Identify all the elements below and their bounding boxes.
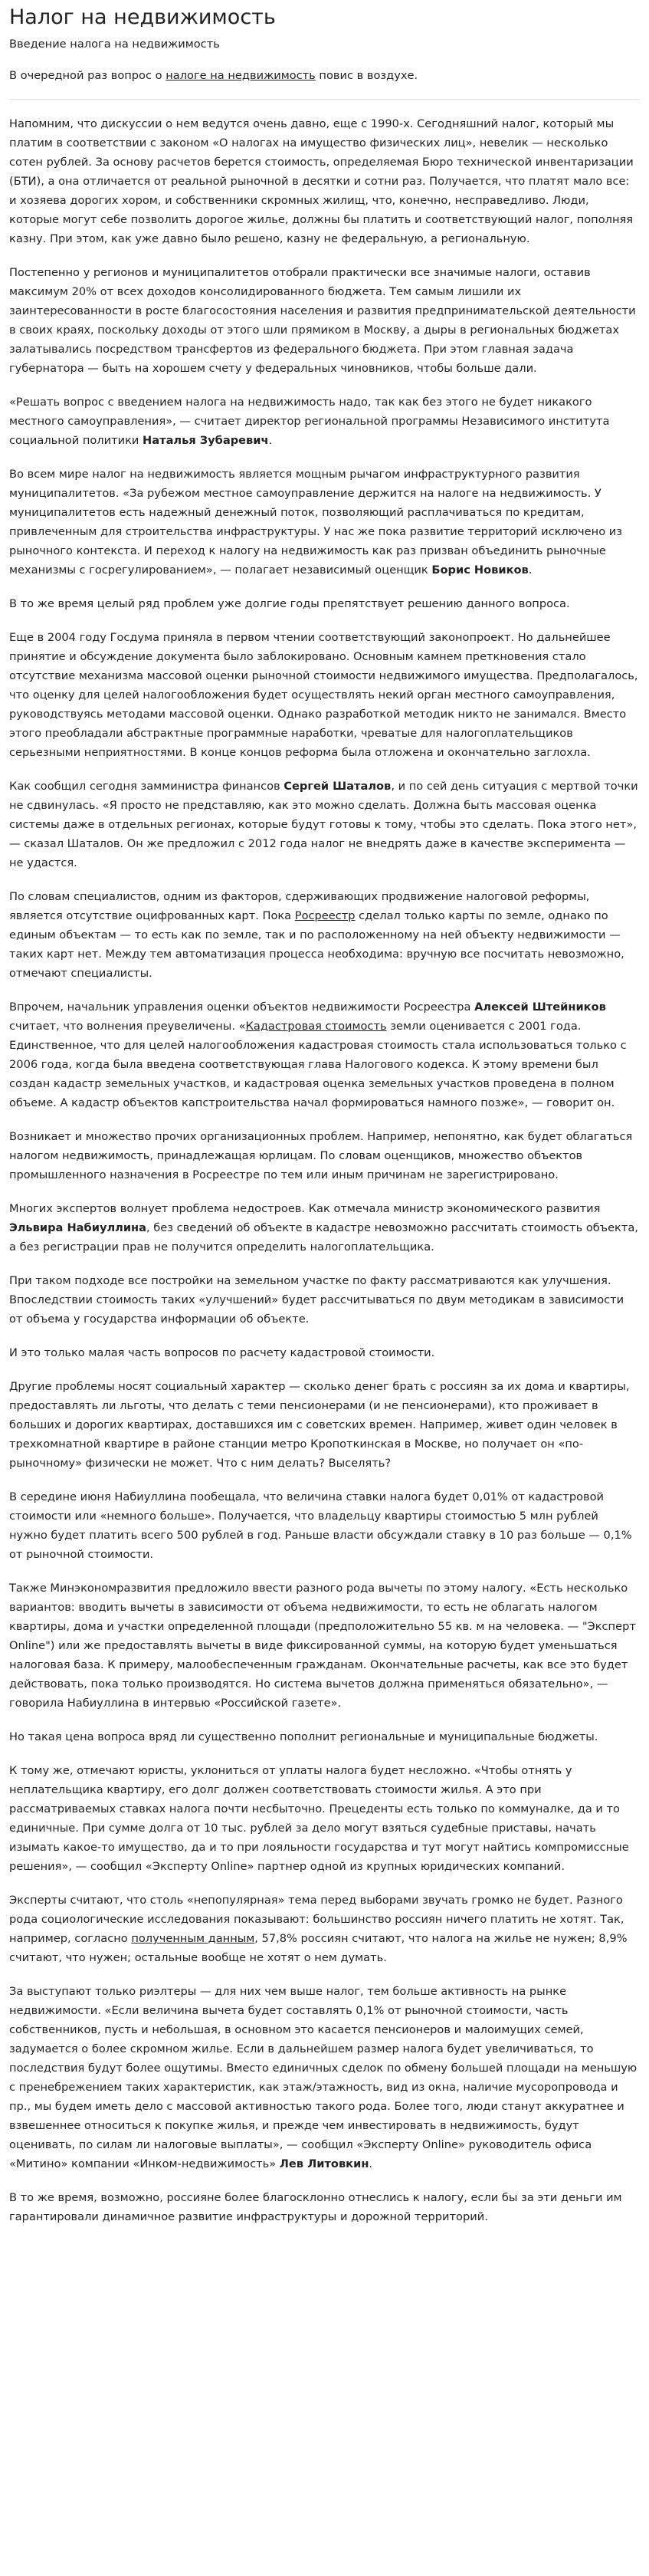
- inline-link[interactable]: налоге на недвижимость: [166, 69, 316, 82]
- paragraph-text: Как сообщил сегодня замминистра финансов: [9, 780, 284, 793]
- inline-link[interactable]: полученным данным: [131, 1932, 255, 1945]
- article-paragraph: [9, 465, 640, 580]
- paragraph-text: Еще в 2004 году Госдума приняла в первом чтении соответствующий законопроект. Но дальнейшее принятие и обсуждение документа было заблокировано. Основным камнем преткновения стало отсутствие механизма массовой оценки рыночной стоимости недвижимого имущества. Предполагалось, что оценку для целей налогообложения будет осуществлять некий орган местного самоуправления, руководствуясь методами массовой оценки. Однако разработкой методик никто не занимался. Вместо этого преобладали абстрактные программные наработки, чреватые для налогоплательщиков серьезными неприятностями. В конце концов реформа была отложена и окончательно заглохла.: [9, 631, 638, 759]
- article-paragraph: [9, 1343, 640, 1362]
- article-paragraph: [9, 66, 640, 100]
- article-paragraph: [9, 1761, 640, 1876]
- article-paragraph: [9, 1199, 640, 1257]
- article-paragraph: [9, 628, 640, 762]
- person-name: Борис Новиков: [431, 564, 529, 577]
- paragraph-text: По словам специалистов, одним из факторов, сдерживающих продвижение налоговой реформы, является отсутствие оцифрованных карт. Пока: [9, 890, 590, 922]
- article-paragraph: [9, 997, 640, 1112]
- paragraph-text: повис в воздухе.: [315, 69, 418, 82]
- paragraph-text: При таком подходе все постройки на земельном участке по факту рассматриваются как улучшения. Впоследствии стоимость таких «улучшений» будет рассчитываться по двум методикам в зависимости от объема у государства информации об объекте.: [9, 1274, 624, 1326]
- paragraph-text: И это только малая часть вопросов по расчету кадастровой стоимости.: [9, 1346, 435, 1359]
- paragraph-text: Напомним, что дискуссии о нем ведутся очень давно, еще с 1990-х. Сегодняшний налог, который мы платим в соответствии с законом «О налогах на имущество физических лиц», невелик — несколько сотен рублей. За основу расчетов берется стоимость, определяемая Бюро технической инвентаризации (БТИ), а она отличается от реальной рыночной в десятки и сотни раз. Получается, что платят мало все: и хозяева дорогих хором, и собственники скромных жилищ, что, конечно, несправедливо. Люди, которые могут себе позволить дорогое жилье, должны бы платить и соответствующий налог, пополняя казну. При этом, как уже давно было решено, казну не федеральную, а региональную.: [9, 117, 634, 245]
- paragraph-text: В то же время целый ряд проблем уже долгие годы препятствует решению данного вопроса.: [9, 597, 570, 610]
- article-paragraph: [9, 2188, 640, 2226]
- person-name: Алексей Штейников: [474, 1001, 606, 1014]
- paragraph-text: В то же время, возможно, россияне более благосклонно отнеслись к налогу, если бы за эти деньги им гарантировали динамичное развитие инфраструктуры и дорожной территорий.: [9, 2191, 622, 2223]
- paragraph-text: В середине июня Набиуллина пообещала, что величина ставки налога будет 0,01% от кадастровой стоимости или «немного больше». Получается, что владельцу квартиры стоимостью 5 млн рублей нужно будет платить всего 500 рублей в год. Раньше власти обсуждали ставку в 10 раз больше — 0,1% от рыночной стоимости.: [9, 1490, 632, 1561]
- paragraph-text: Впрочем, начальник управления оценки объектов недвижимости Росреестра: [9, 1001, 475, 1014]
- article-paragraph: [9, 887, 640, 983]
- article-paragraph: [9, 393, 640, 450]
- article-paragraph: [9, 1487, 640, 1564]
- paragraph-text: За выступают только риэлтеры — для них чем выше налог, тем больше активность на рынке недвижимости. «Если величина вычета будет составлять 0,1% от рыночной стоимости, часть собственников, пусть и небольшая, в основном это касается пенсионеров и малоимущих семей, задумается о более скромном жилье. Если в дальнейшем размер налога будет увеличиваться, то последствия будут более ощутимы. Вместо единичных сделок по обмену большей площади на меньшую с пренебрежением таких характеристик, как этаж/этажность, вид из окна, наличие мусоропровода и пр., мы будем иметь дело с массовой активностью такого рода. Более того, люди станут аккуратнее и взвешеннее относиться к покупке жилья, и прежде чем инвестировать в недвижимость, будут оценивать, по силам ли налоговые выплаты», — сообщил «Эксперту Online» руководитель офиса «Митино» компании «Инком-недвижимость»: [9, 1985, 638, 2170]
- paragraph-text: считает, что волнения преувеличены. «: [9, 1020, 246, 1033]
- page-title: Налог на недвижимость: [9, 5, 276, 29]
- paragraph-text: Но такая цена вопроса вряд ли существенно пополнит региональные и муниципальные бюджеты.: [9, 1730, 598, 1743]
- person-name: Наталья Зубаревич: [143, 434, 269, 447]
- paragraph-text: Во всем мире налог на недвижимость является мощным рычагом инфраструктурного развития муниципалитетов. «За рубежом местное самоуправление держится на налоге на недвижимость. У муниципалитетов есть надежный денежный поток, позволяющий расплачиваться по кредитам, привлеченным для строительства инфраструктуры. У нас же пока развитие территорий исключено из рыночного контекста. И переход к налогу на недвижимость как раз призван объединить рыночные механизмы с госрегулированием», — полагает независимый оценщик: [9, 468, 623, 577]
- paragraph-text: «Решать вопрос с введением налога на недвижимость надо, так как без этого не будет никакого местного самоуправления», — считает директор региональной программы Независимого института социальной политики: [9, 396, 610, 447]
- paragraph-text: .: [369, 2157, 373, 2170]
- paragraph-text: Другие проблемы носят социальный характер — сколько денег брать с россиян за их дома и квартиры, предоставлять ли льготы, что делать с теми пенсионерами (и не пенсионерами), кто проживает в больших и дорогих квартирах, доставшихся им с советских времен. Например, живет один человек в трехкомнатной квартире в районе станции метро Кропоткинская в Москве, но получает он «по-рыночному» физически не может. Что с ним делать? Выселять?: [9, 1380, 630, 1470]
- article-subtitle: Введение налога на недвижимость: [9, 38, 220, 51]
- paragraph-text: земли оценивается с 2001 года. Единственное, что для целей налогообложения кадастровая стоимость стала использоваться только с 2006 года, когда была введена соответствующая глава Налогового кодекса. К этому времени был создан кадастр земельных участков, и кадастровая оценка земельных участков проведена в полном объеме. А кадастр объектов капстроительства начал формироваться намного позже», — говорит он.: [9, 1020, 627, 1109]
- paragraph-text: Постепенно у регионов и муниципалитетов отобрали практически все значимые налоги, оставив максимум 20% от всех доходов консолидированного бюджета. Тем самым лишили их заинтересованности в росте благосостояния населения и развития предпринимательской деятельности в своих краях, поскольку доходы от этого шли прямиком в Москву, а дыры в региональных бюджетах залатывались посредством трансфертов из федерального бюджета. При этом главная задача губернатора — быть на хорошем счету у федеральных чиновников, чтобы больше дали.: [9, 266, 636, 375]
- article-paragraph: [9, 263, 640, 378]
- article-paragraph: [9, 1891, 640, 1967]
- paragraph-text: К тому же, отмечают юристы, уклониться от уплаты налога будет несложно. «Чтобы отнять у неплательщика квартиру, его долг должен соответствовать стоимости жилья. А это при рассматриваемых ставках налога почти несбыточно. Прецеденты есть только по коммуналке, да и то единичные. При сумме долга от 10 тыс. рублей за дело могут взяться судебные приставы, начать изымать какое-то имущество, да и то при лояльности государства и тут могут найтись компромиссные решения», — сообщил «Эксперту Online» партнер одной из крупных юридических компаний.: [9, 1764, 629, 1873]
- article-paragraph: [9, 1579, 640, 1713]
- paragraph-text: сделал только карты по земле, однако по единым объектам — то есть как по земле, так и по расположенному на ней объекту недвижимости — таких карт нет. Между тем автоматизация процесса необходима: вручную все посчитать невозможно, отмечают специалисты.: [9, 909, 624, 980]
- person-name: Лев Литовкин: [279, 2157, 369, 2170]
- inline-link[interactable]: Росреестр: [294, 909, 356, 922]
- article-paragraph: [9, 1127, 640, 1184]
- article-body: [9, 66, 640, 2226]
- paragraph-text: , без сведений об объекте в кадастре невозможно рассчитать стоимость объекта, а без регистрации прав не получится определить налогоплательщика.: [9, 1221, 638, 1254]
- paragraph-text: .: [268, 434, 273, 447]
- article-paragraph: [9, 594, 640, 613]
- paragraph-text: , и по сей день ситуация с мертвой точки не сдвинулась. «Я просто не представляю, как это можно сделать. Должна быть массовая оценка системы даже в отдельных регионах, которые будут готовы к тому, чтобы это сделать. Пока этого нет», — сказал Шаталов. Он же предложил с 2012 года налог не внедрять даже в качестве эксперимента — не удастся.: [9, 780, 638, 869]
- article-paragraph: [9, 1271, 640, 1329]
- paragraph-text: .: [528, 564, 533, 577]
- paragraph-text: Многих экспертов волнует проблема недостроев. Как отмечала министр экономического развития: [9, 1202, 601, 1215]
- article-paragraph: [9, 1727, 640, 1746]
- paragraph-text: В очередной раз вопрос о: [9, 69, 166, 82]
- paragraph-text: Эксперты считают, что столь «непопулярная» тема перед выборами звучать громко не будет. Разного рода социологические исследования показывают: большинство россиян ничего платить не хотят. Так, например, согласно: [9, 1894, 624, 1945]
- article-paragraph: [9, 114, 640, 248]
- paragraph-text: Возникает и множество прочих организационных проблем. Например, непонятно, как будет облагаться налогом недвижимость, принадлежащая юрлицам. По словам оценщиков, множество объектов промышленного назначения в Росреестре по тем или иным причинам не зарегистрировано.: [9, 1130, 633, 1181]
- paragraph-text: Также Минэкономразвития предложило ввести разного рода вычеты по этому налогу. «Есть несколько вариантов: вводить вычеты в зависимости от объема недвижимости, то есть не облагать налогом квартиры, дома и участки определенной площади (предположительно 55 кв. м на человека. — "Эксперт Online") или же предоставлять вычеты в виде фиксированной суммы, на которую будет уменьшаться налоговая база. К примеру, малообеспеченным гражданам. Окончательные расчеты, как все это будет действовать, пока только производятся. Но система вычетов должна применяться обязательно», — говорила Набиуллина в интервью «Российской газете».: [9, 1582, 636, 1710]
- article-paragraph: [9, 1377, 640, 1473]
- person-name: Сергей Шаталов: [284, 780, 392, 793]
- paragraph-text: , 57,8% россиян считают, что налога на жилье не нужен; 8,9% считают, что нужен; остальные вообще не хотят о нем думать.: [9, 1932, 628, 1964]
- person-name: Эльвира Набиуллина: [9, 1221, 146, 1234]
- inline-link[interactable]: Кадастровая стоимость: [245, 1020, 387, 1033]
- article-paragraph: [9, 1982, 640, 2174]
- article-paragraph: [9, 777, 640, 872]
